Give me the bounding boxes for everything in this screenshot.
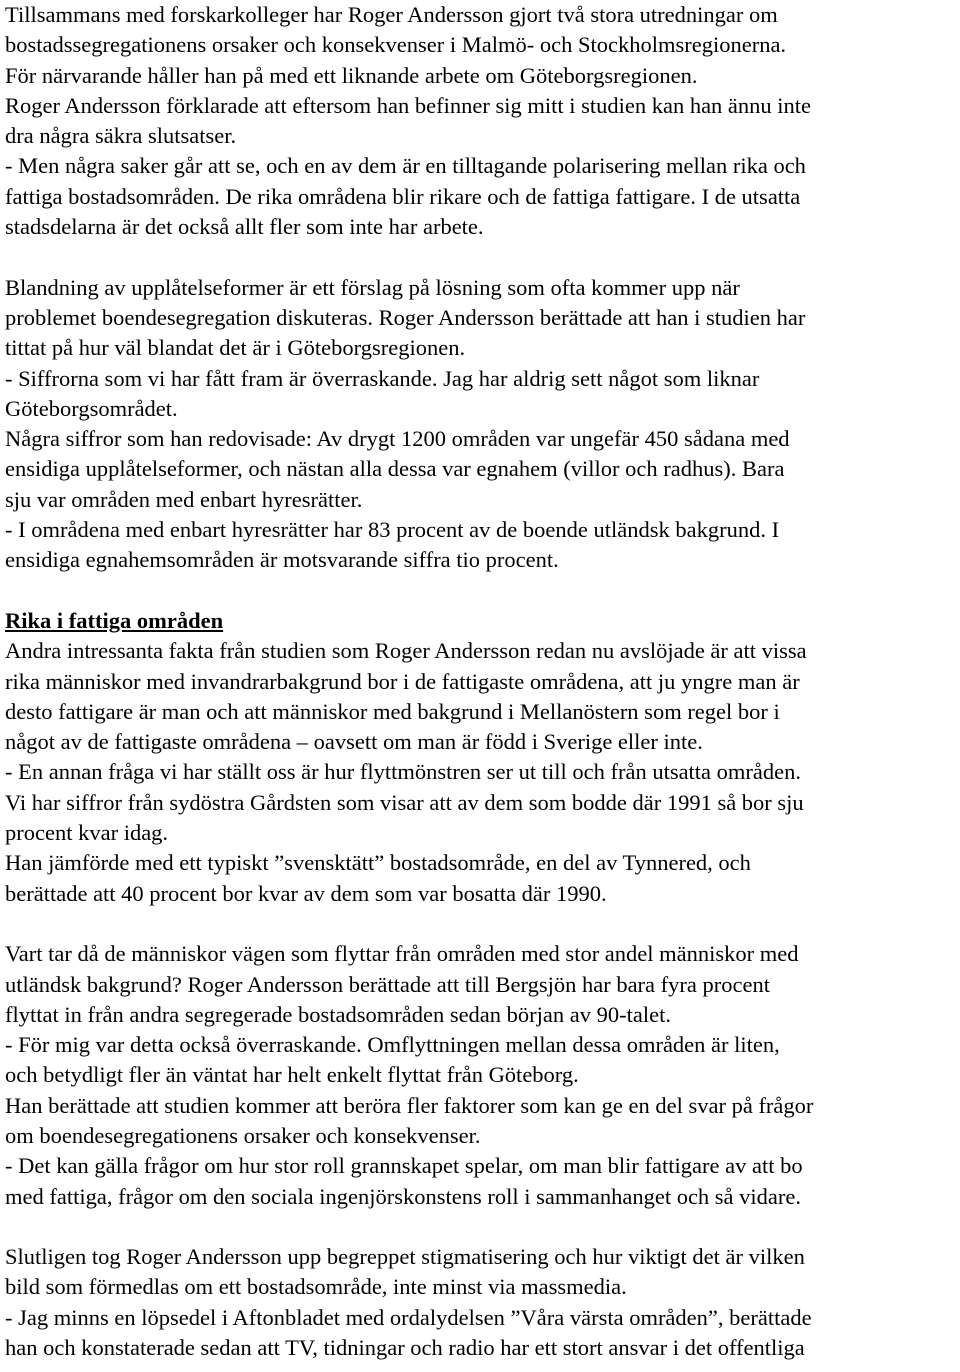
text-line: fattiga bostadsområden. De rika områdena blir rikare och de fattiga fattigare. I de utsatta [5,183,801,209]
text-line: stadsdelarna är det också allt fler som inte har arbete. [5,214,484,240]
text-line: Han jämförde med ett typiskt ”svensktätt” bostadsområde, en del av Tynnered, och [5,850,751,876]
text-line: Några siffror som han redovisade: Av drygt 1200 områden var ungefär 450 sådana med [5,426,790,452]
text-line: problemet boendesegregation diskuteras. Roger Andersson berättade att han i studien har [5,304,806,330]
text-line: - En annan fråga vi har ställt oss är hur flyttmönstren ser ut till och från utsatta områden. [5,759,802,785]
text-line: flyttat in från andra segregerade bostadsområden sedan början av 90-talet. [5,1001,671,1027]
intro-paragraph [5,0,955,242]
text-line: ensidiga upplåtelseformer, och nästan alla dessa var egnahem (villor och radhus). Bara [5,456,785,482]
text-line: Slutligen tog Roger Andersson upp begreppet stigmatisering och hur viktigt det är vilken [5,1244,805,1270]
rika-section [5,606,955,909]
text-line: desto fattigare är man och att människor med bakgrund i Mellanöstern som regel bor i [5,698,780,724]
paragraph-spacer [5,909,955,939]
text-line: Göteborgsområdet. [5,395,178,421]
text-line: utländsk bakgrund? Roger Andersson berättade att till Bergsjön har bara fyra procent [5,971,770,997]
document-page [5,0,955,1363]
text-line: bostadssegregationens orsaker och konsekvenser i Malmö- och Stockholmsregionerna. [5,32,787,58]
text-line: rika människor med invandrarbakgrund bor i de fattigaste områdena, att ju yngre man är [5,668,800,694]
text-line: Blandning av upplåtelseformer är ett förslag på lösning som ofta kommer upp när [5,274,740,300]
text-line: Han berättade att studien kommer att beröra fler faktorer som kan ge en del svar på frågor [5,1092,814,1118]
text-line: Vart tar då de människor vägen som flyttar från områden med stor andel människor med [5,941,799,967]
text-line: - Jag minns en löpsedel i Aftonbladet med ordalydelsen ”Våra värsta områden”, berättade [5,1304,812,1330]
text-line: - Siffrorna som vi har fått fram är överraskande. Jag har aldrig sett något som liknar [5,365,760,391]
paragraph-spacer [5,1212,955,1242]
text-line: Tillsammans med forskarkolleger har Roger Andersson gjort två stora utredningar om [5,2,778,27]
text-line: berättade att 40 procent bor kvar av dem som var bosatta där 1990. [5,880,607,906]
vart-paragraph [5,939,955,1212]
paragraph-spacer [5,242,955,272]
slutligen-paragraph [5,1242,955,1363]
text-line: och betydligt fler än väntat har helt enkelt flyttat från Göteborg. [5,1062,579,1088]
text-line: - Men några saker går att se, och en av dem är en tilltagande polarisering mellan rika och [5,153,806,179]
text-line: något av de fattigaste områdena – oavsett om man är född i Sverige eller inte. [5,729,703,755]
text-line: procent kvar idag. [5,820,169,846]
text-line: - I områdena med enbart hyresrätter har 83 procent av de boende utländsk bakgrund. I [5,517,780,543]
text-line: Roger Andersson förklarade att eftersom han befinner sig mitt i studien kan han ännu inte [5,92,812,118]
text-line: med fattiga, frågor om den sociala ingenjörskonstens roll i sammanhanget och så vidare. [5,1183,802,1209]
text-line: om boendesegregationens orsaker och konsekvenser. [5,1122,481,1148]
text-line: sju var områden med enbart hyresrätter. [5,486,363,512]
text-line: Andra intressanta fakta från studien som Roger Andersson redan nu avslöjade är att vissa [5,638,807,664]
section-heading: Rika i fattiga områden [5,607,224,633]
text-line: dra några säkra slutsatser. [5,123,237,149]
text-line: - Det kan gälla frågor om hur stor roll grannskapet spelar, om man blir fattigare av att bo [5,1153,803,1179]
text-line: Vi har siffror från sydöstra Gårdsten som visar att av dem som bodde där 1991 så bor sju [5,789,804,815]
text-line: ensidiga egnahemsområden är motsvarande siffra tio procent. [5,547,559,573]
text-line: - För mig var detta också överraskande. Omflyttningen mellan dessa områden är liten, [5,1032,780,1058]
text-line: För närvarande håller han på med ett liknande arbete om Göteborgsregionen. [5,62,698,88]
blandning-paragraph [5,273,955,576]
text-line: bild som förmedlas om ett bostadsområde, inte minst via massmedia. [5,1274,627,1300]
text-line: tittat på hur väl blandat det är i Göteborgsregionen. [5,335,466,361]
text-line: han och konstaterade sedan att TV, tidningar och radio har ett stort ansvar i det offentliga [5,1335,805,1361]
paragraph-spacer [5,576,955,606]
